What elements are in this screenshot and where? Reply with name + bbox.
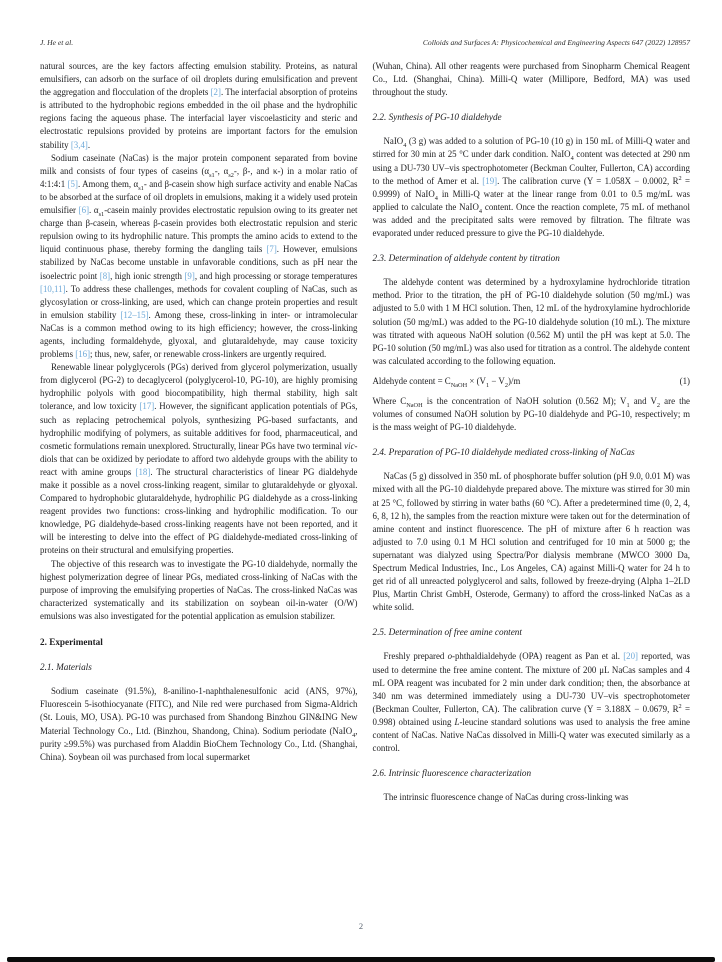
para-equation-definitions: Where $C_{NaOH}$ is the concentration of NaOH solution (0.562 M); $V_1$ and $V_2$ are the volumes of consumed NaOH solution by PG-10 dialdehyde and PG-10, respectively; m is the mass weight of PG-10 dialdehyde.: [372, 395, 690, 433]
citation-link[interactable]: [6]: [78, 205, 90, 216]
citation-link[interactable]: [9]: [184, 270, 195, 281]
para-crosslinking-preparation: NaCas (5 g) dissolved in 350 mL of phosphorate buffer solution (pH 9.0, 0.01 M) was mixed with all the PG-10 dialdehyde prepared above. The mixture was stirred for 30 min at 25 °C, followed by stirring in water baths (60 °C). After a predetermined time (0, 2, 4, 6, 8, 12 h), the samples from the reaction mixture were taken out for the determination of amine content and instinct fluorescence. The pH of mixture after 6 h reaction was adjusted to 7.0 using 0.1 M HCl solution and centrifuged for 10 min at 5000 g; the supernatant was dialyzed using Spectra/Por dialysis membrane (MWCO 3000 Da, Spectrum Medical Industries, Inc., Los Angeles, CA) against Milli-Q water for 24 h to get rid of all unreacted polyglycerol and salts, followed by freeze-drying (Alpha 1–2LD Plus, Martin Christ GmbH, Osterode, Germany) to afford the cross-linked NaCas as a white solid.: [372, 471, 690, 613]
citation-link[interactable]: [5]: [67, 178, 78, 189]
subsection-heading-materials: 2.1. Materials: [40, 662, 92, 673]
subsection-heading-free-amine: 2.5. Determination of free amine content: [372, 627, 522, 638]
running-head-author: J. He et al.: [40, 38, 74, 47]
page-footer: [0, 921, 722, 931]
subsection-heading-crosslinking-preparation: 2.4. Preparation of PG-10 dialdehyde mediated cross-linking of NaCas: [372, 447, 635, 458]
para-emulsion-stability: natural sources, are the key factors affecting emulsion stability. Proteins, as natural emulsifiers, can adsorb on the surface of oil droplets during emulsification and prevent the aggregation and flocculation of the droplets [2]. The interfacial absorption of proteins is attributed to the hydrophobic regions embedded in the oil phase and the hydrophilic regions facing the aqueous phase. The interfacial layer viscoelasticity and steric and electrostatic repulsions provided by proteins are important factors for the emulsion stability [3,4].: [40, 61, 358, 150]
subsection-heading-synthesis: 2.2. Synthesis of PG-10 dialdehyde: [372, 112, 502, 123]
citation-link[interactable]: [20]: [623, 651, 638, 662]
citation-link[interactable]: [3,4]: [70, 139, 88, 150]
section-heading-experimental: 2. Experimental: [40, 637, 103, 648]
running-head: [40, 38, 690, 47]
citation-link[interactable]: [12–15]: [120, 309, 149, 320]
citation-link[interactable]: [19]: [482, 175, 498, 186]
citation-link[interactable]: [2]: [210, 87, 221, 98]
citation-link[interactable]: [16]: [75, 349, 91, 360]
para-titration: The aldehyde content was determined by a hydroxylamine hydrochloride titration method. Prior to the titration, the pH of PG-10 dialdehyde solution (50 mg/mL) was adjusted to 5.0 with 1 M HCl solution. Then, 12 mL of the hydroxylamine hydrochloride solution (50 mg/mL) was added to the PG-10 dialdehyde solution (10 mL). The mixture was titrated with aqueous NaOH solution (0.562 M) until the pH was kept at 5.0. The PG-10 solution (50 mg/mL) was also used for titration as a control. The aldehyde content was calculated according to the following equation.: [372, 277, 690, 366]
para-reagents-continuation: (Wuhan, China). All other reagents were purchased from Sinopharm Chemical Reagent Co., Ltd. (Shanghai, China). Milli-Q water (Millipore, Bedford, MA) was used throughout the study.: [372, 61, 690, 98]
running-head-journal: Colloids and Surfaces A: Physicochemical and Engineering Aspects 647 (2022) 128957: [422, 38, 690, 47]
para-materials: Sodium caseinate (91.5%), 8-anilino-1-naphthalenesulfonic acid (ANS, 97%), Fluorescein 5-isothiocyanate (FITC), and Nile red were purchased from Sigma-Aldrich (St. Louis, MO, USA). PG-10 was purchased from Shandong Binzhou GIN&ING New Material Technology Co., Ltd. (Binzhou, Shandong, China). Sodium periodate (NaIO$_4$, purity ≥99.5%) was purchased from Aladdin BioChem Technology Co., Ltd. (Shanghai, China). Soybean oil was purchased from local supermarket: [40, 686, 358, 762]
para-free-amine: Freshly prepared o-phthaldialdehyde (OPA) reagent as Pan et al. [20] reported, was used to determine the free amine content. The mixture of 200 μL NaCas samples and 4 mL OPA reagent was incubated for 2 min under dark condition; then, the absorbance at 340 nm was determined immediately using a DU-730 UV–vis spectrophotometer (Beckman Coulter, Fullerton, CA). The calibration curve (Y = 3.188X − 0.0679, $R^2 = 0.998$) obtained using L-leucine standard solutions was used to analysis the free amine content of NaCas. Native NaCas dissolved in Milli-Q water was executed similarly as a control.: [372, 651, 690, 754]
citation-link[interactable]: [8]: [99, 270, 111, 281]
page-bottom-edge: [7, 957, 715, 962]
para-intrinsic-fluorescence: The intrinsic fluorescence change of NaCas during cross-linking was: [383, 792, 629, 803]
two-column-body: [40, 60, 690, 804]
right-column: [373, 60, 691, 804]
equation-body: Aldehyde content = $C_{NaOH} \times (V_1 - V_2)/m$: [372, 375, 521, 389]
citation-link[interactable]: [17]: [139, 401, 155, 412]
citation-link[interactable]: [7]: [266, 244, 277, 255]
page-number: 2: [358, 921, 364, 931]
equation-number: (1): [679, 375, 690, 386]
para-sodium-caseinate: Sodium caseinate (NaCas) is the major protein component separated from bovine milk and consists of four types of caseins ($\alpha_{s1}-$, $\alpha_{s2}-$, β-, and κ-) in a molar ratio of 4:1:4:1 [5]. Among them, $\alpha_{s1}-$ and β-casein show high surface activity and enable NaCas to be absorbed at the surface of oil droplets in emulsions, making it a widely used protein emulsifier [6]. $\alpha_{s1}$-casein mainly provides electrostatic repulsion owing to its greater net charge than β-casein, whereas β-casein provides both electrostatic repulsion and steric repulsion owing to its hydrophilic nature. This prompts the amino acids to extend to the liquid continuous phase, thereby forming the dangling tails [7]. However, emulsions stabilized by NaCas become unstable in unfavorable conditions, such as pH near the isoelectric point [8], high ionic strength [9], and high processing or storage temperatures [10,11]. To address these challenges, methods for covalent coupling of NaCas, such as glycosylation or cross-linking, are used, which can change protein properties and result in emulsion stability [12–15]. Among these, cross-linking in inter- or intramolecular NaCas is a common method owing to its high efficiency; however, the cross-linking agents, including formaldehyde, glyoxal, and glutaraldehyde, may cause toxicity problems [16]; thus, new, safer, or renewable cross-linkers are urgently required.: [40, 152, 358, 360]
para-polyglycerols: Renewable linear polyglycerols (PGs) derived from glycerol polymerization, usually from diglycerol (PG-2) to decaglycerol (polyglycerol-10, PG-10), are highly promising hydrophilic polyols with good biocompatibility, high thermal stability, high salt tolerance, and low toxicity [17]. However, the significant application potentials of PGs, such as replacing petrochemical polyols, synthesizing PG-based surfactants, and hydrophilic modifying of polymers, as suitable additives for food, pharmaceutical, and cosmetic formulations remain unexplored. Structurally, linear PGs have two terminal vic-diols that can be oxidized by periodate to afford two aldehyde groups with the ability to react with amine groups [18]. The structural characteristics of linear PG dialdehyde make it possible as a novel cross-linking reagent, similar to glutaraldehyde or glyoxal. Compared to hydrophobic glutaraldehyde, hydrophilic PG dialdehyde as a cross-linking reagent provides two functions: cross-linking and hydrophilic modification. To our knowledge, PG dialdehyde-based cross-linking reagents have not been reported, and it will be interesting to delve into the effect of PG dialdehyde-mediated cross-linking of proteins on their structural and emulsifying properties.: [40, 362, 358, 556]
left-column: [40, 60, 358, 804]
subsection-heading-aldehyde-titration: 2.3. Determination of aldehyde content by titration: [372, 253, 560, 264]
subsection-heading-intrinsic-fluorescence: 2.6. Intrinsic fluorescence characterization: [372, 768, 532, 779]
citation-link[interactable]: [18]: [135, 466, 151, 477]
para-synthesis: NaIO$_4$ (3 g) was added to a solution of PG-10 (10 g) in 150 mL of Milli-Q water and stirred for 30 min at 25 °C under dark condition. NaIO$_4$ content was detected at 290 nm using a DU-730 UV–vis spectrophotometer (Beckman Coulter, Fullerton, CA) according to the method of Amer et al. [19]. The calibration curve (Y = 1.058X − 0.0002, $R^2 = 0.9999$) of NaIO$_4$ in Milli-Q water at the linear range from 0.01 to 0.5 mg/mL was applied to calculate the NaIO$_4$ content. Once the reaction complete, 75 mL of methanol was added and the precipitated salts were removed by filtration. The filtrate was evaporated under reduced pressure to give the PG-10 dialdehyde.: [372, 136, 691, 239]
equation-aldehyde-content: [373, 375, 691, 388]
citation-link[interactable]: [10,11]: [40, 283, 66, 294]
para-objective: The objective of this research was to investigate the PG-10 dialdehyde, normally the highest polymerization degree of linear PGs, mediated cross-linking of NaCas with the purpose of improving the emulsifying properties of NaCas. The cross-linked NaCas was characterized systematically and its stabilization on soybean oil-in-water (O/W) emulsions was also investigated for the potential application as emulsion stabilizer.: [40, 558, 358, 621]
